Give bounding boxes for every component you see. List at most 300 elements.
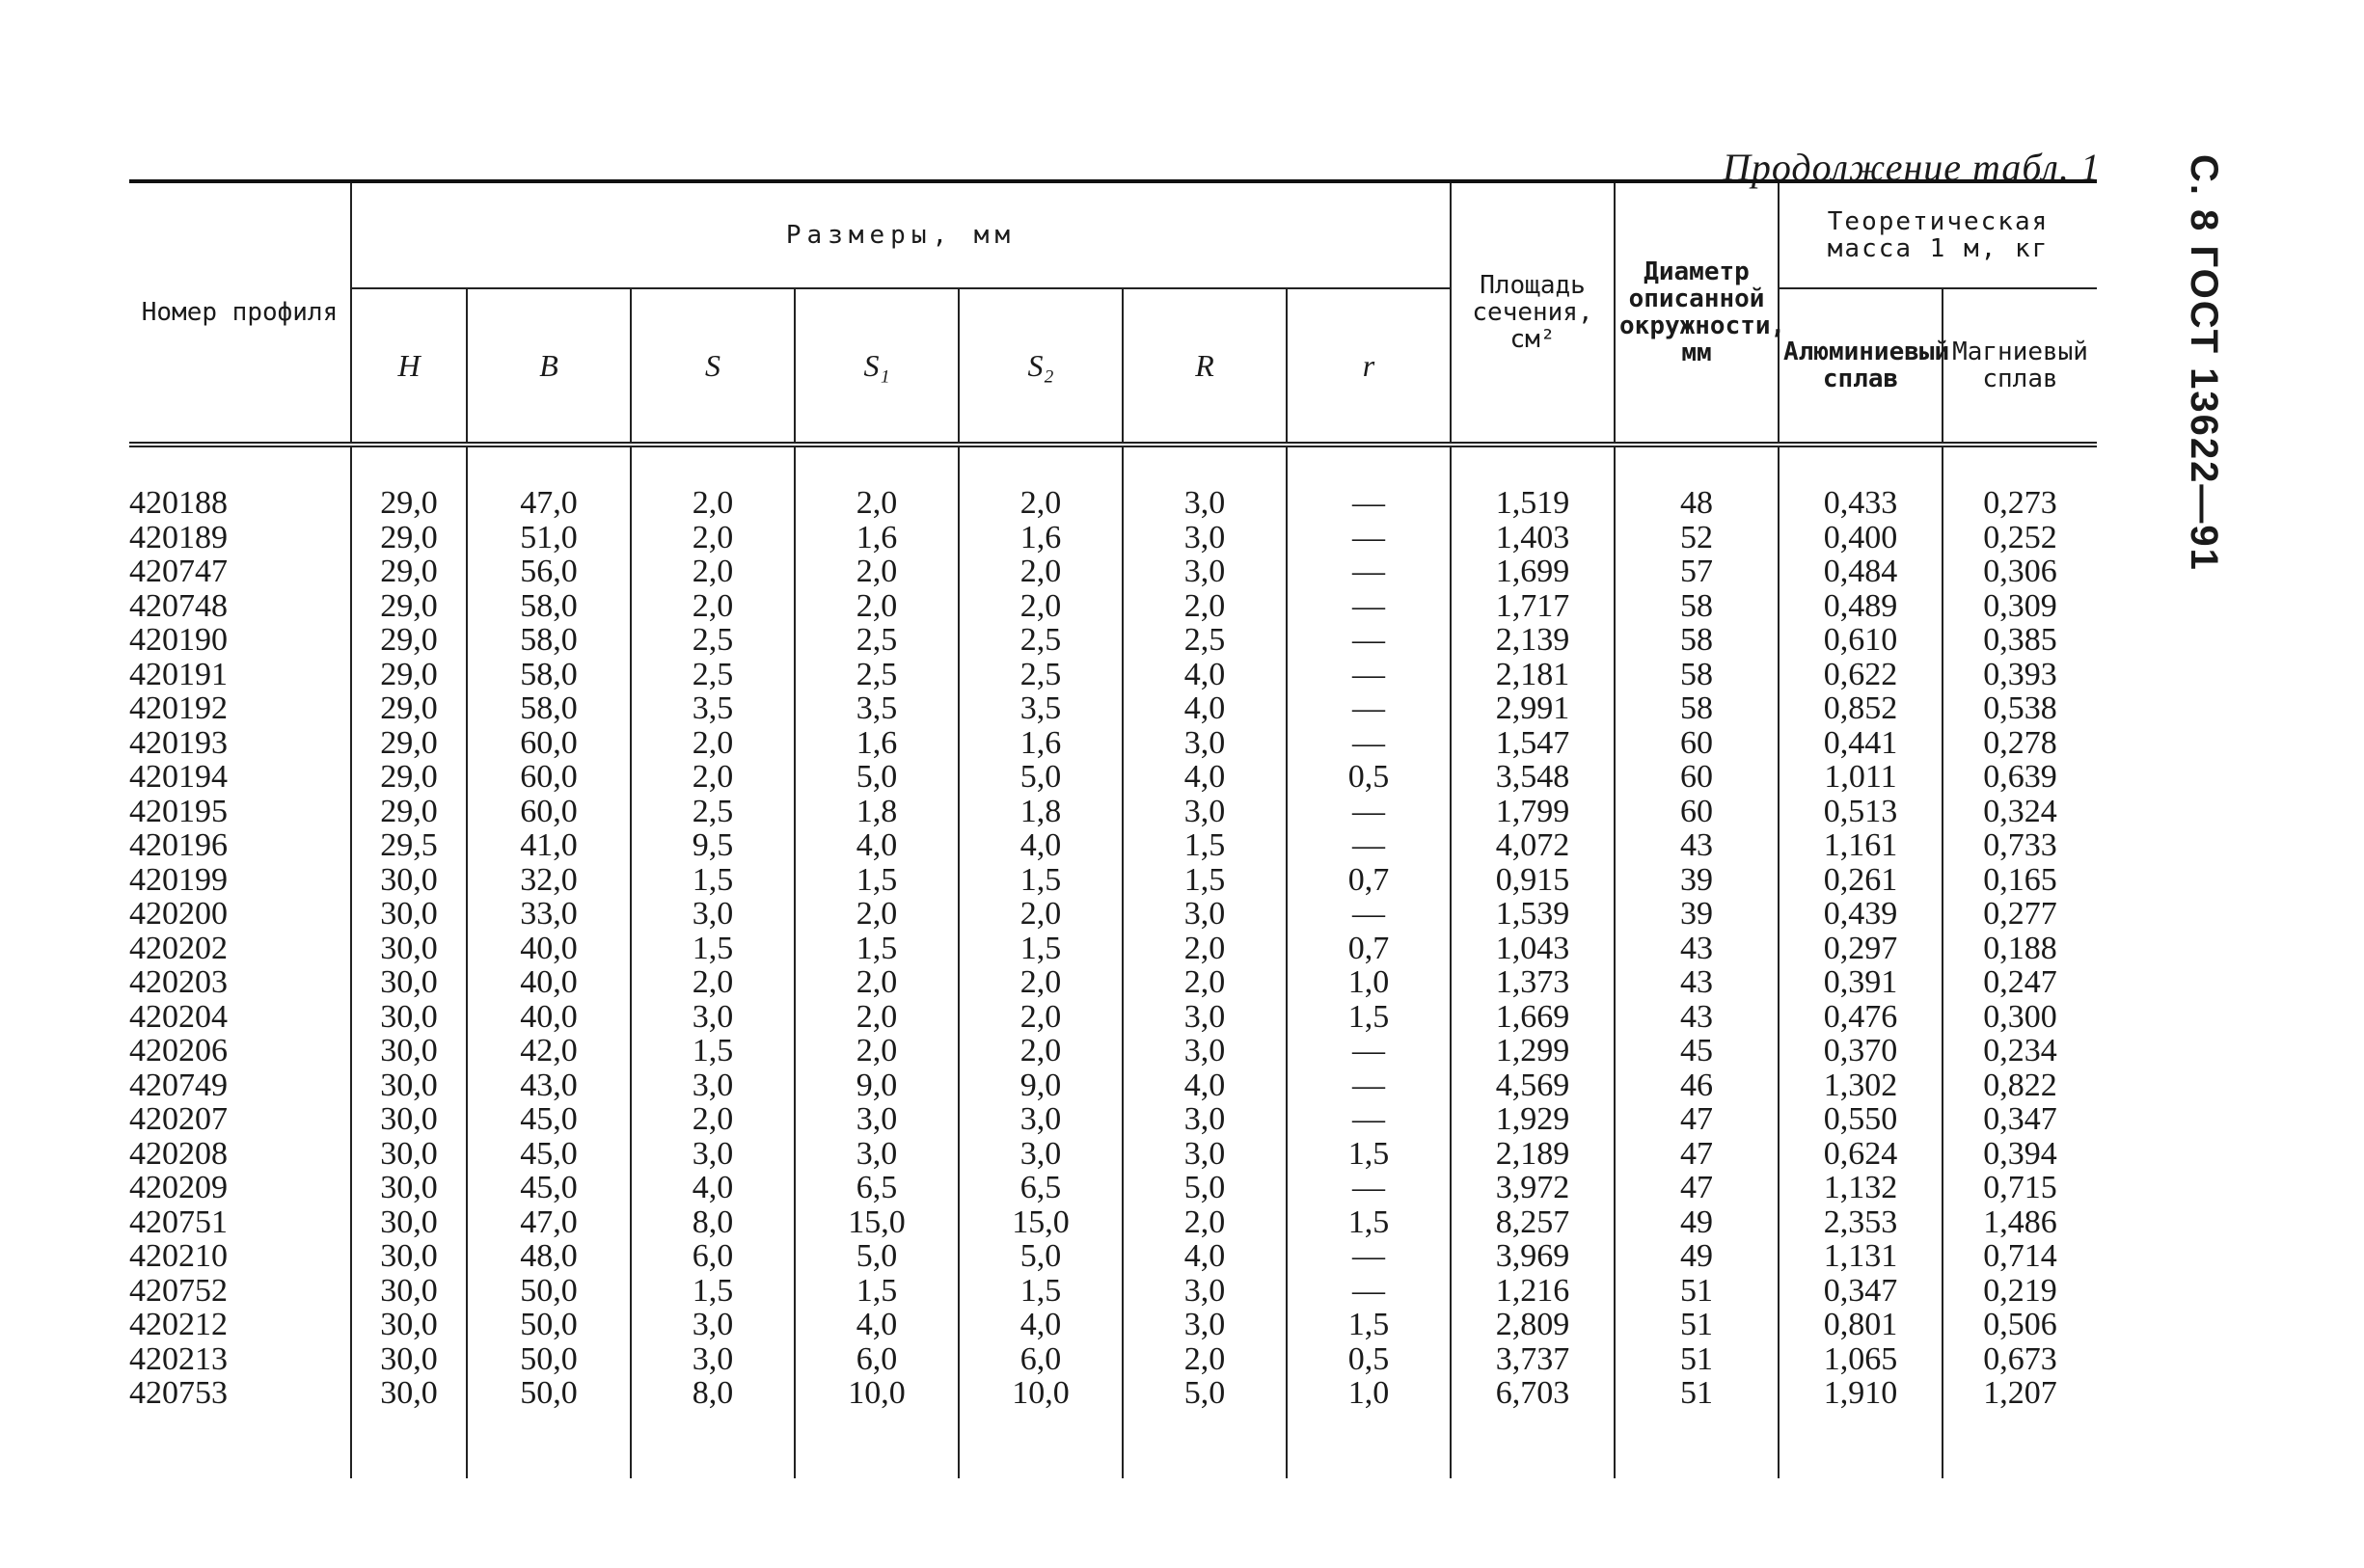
cell-area: 1,216 bbox=[1451, 1274, 1615, 1309]
cell-mass-aluminum: 1,131 bbox=[1779, 1239, 1943, 1274]
cell-area: 1,547 bbox=[1451, 726, 1615, 761]
cell-mass-magnesium: 0,347 bbox=[1943, 1102, 2097, 1137]
cell-dim-h: 30,0 bbox=[351, 1274, 467, 1309]
cell-dim-r-large: 4,0 bbox=[1123, 1068, 1287, 1103]
cell-dim-b: 50,0 bbox=[467, 1376, 631, 1411]
cell-dim-r-small: — bbox=[1287, 1068, 1451, 1103]
cell-dim-r-small: 0,5 bbox=[1287, 1342, 1451, 1377]
cell-mass-aluminum: 1,161 bbox=[1779, 828, 1943, 863]
cell-dim-s2: 3,0 bbox=[959, 1102, 1123, 1137]
cell-diameter: 43 bbox=[1615, 965, 1779, 1000]
cell-dim-s1: 5,0 bbox=[795, 760, 959, 795]
cell-mass-aluminum: 0,852 bbox=[1779, 691, 1943, 726]
cell-dim-h: 30,0 bbox=[351, 1239, 467, 1274]
standard-page-label: С. 8 ГОСТ 13622—91 bbox=[2183, 154, 2225, 572]
header-area: Площадь сечения, см² bbox=[1451, 181, 1615, 445]
cell-dim-b: 48,0 bbox=[467, 1239, 631, 1274]
table-row bbox=[129, 1205, 2097, 1240]
cell-dim-s1: 10,0 bbox=[795, 1376, 959, 1411]
header-dim-s2: S₂ bbox=[959, 288, 1123, 445]
cell-profile-number: 420193 bbox=[129, 724, 228, 761]
cell-dim-r-large: 2,0 bbox=[1123, 589, 1287, 624]
cell-dim-s: 2,0 bbox=[631, 726, 795, 761]
cell-mass-aluminum: 0,370 bbox=[1779, 1034, 1943, 1068]
empty-cell bbox=[959, 1411, 1123, 1478]
cell-dim-s2: 2,0 bbox=[959, 445, 1123, 521]
cell-dim-s2: 15,0 bbox=[959, 1205, 1123, 1240]
cell-profile-number: 420194 bbox=[129, 759, 228, 795]
cell-dim-h: 29,0 bbox=[351, 623, 467, 658]
cell-area: 3,972 bbox=[1451, 1171, 1615, 1205]
cell-dim-r-small: — bbox=[1287, 521, 1451, 555]
cell-dim-s: 1,5 bbox=[631, 1034, 795, 1068]
profiles-table bbox=[129, 179, 2097, 1478]
cell-dim-s: 3,5 bbox=[631, 691, 795, 726]
cell-dim-r-large: 3,0 bbox=[1123, 1034, 1287, 1068]
cell-dim-s1: 1,8 bbox=[795, 795, 959, 829]
cell-mass-magnesium: 0,506 bbox=[1943, 1308, 2097, 1342]
cell-diameter: 43 bbox=[1615, 1000, 1779, 1035]
cell-area: 3,737 bbox=[1451, 1342, 1615, 1377]
header-dim-s: S bbox=[631, 288, 795, 445]
cell-dim-r-large: 3,0 bbox=[1123, 726, 1287, 761]
cell-dim-h: 30,0 bbox=[351, 965, 467, 1000]
cell-diameter: 51 bbox=[1615, 1274, 1779, 1309]
table-bottom-spacer bbox=[129, 1411, 2097, 1478]
cell-dim-s2: 1,6 bbox=[959, 726, 1123, 761]
cell-dim-r-large: 3,0 bbox=[1123, 1308, 1287, 1342]
cell-area: 3,548 bbox=[1451, 760, 1615, 795]
cell-area: 1,799 bbox=[1451, 795, 1615, 829]
cell-dim-s: 2,0 bbox=[631, 521, 795, 555]
cell-area: 4,569 bbox=[1451, 1068, 1615, 1103]
cell-profile-number: 420190 bbox=[129, 622, 228, 658]
cell-dim-s2: 2,0 bbox=[959, 1034, 1123, 1068]
table-row bbox=[129, 623, 2097, 658]
cell-area: 2,991 bbox=[1451, 691, 1615, 726]
cell-dim-b: 45,0 bbox=[467, 1171, 631, 1205]
cell-dim-b: 45,0 bbox=[467, 1137, 631, 1172]
cell-dim-r-small: 1,5 bbox=[1287, 1205, 1451, 1240]
table-row bbox=[129, 554, 2097, 589]
header-dim-s1: S₁ bbox=[795, 288, 959, 445]
cell-dim-h: 30,0 bbox=[351, 1102, 467, 1137]
cell-diameter: 52 bbox=[1615, 521, 1779, 555]
cell-dim-b: 40,0 bbox=[467, 932, 631, 966]
cell-dim-h: 30,0 bbox=[351, 1171, 467, 1205]
cell-dim-s1: 1,5 bbox=[795, 1274, 959, 1309]
cell-mass-aluminum: 0,801 bbox=[1779, 1308, 1943, 1342]
cell-mass-magnesium: 0,234 bbox=[1943, 1034, 2097, 1068]
cell-dim-h: 29,0 bbox=[351, 589, 467, 624]
cell-diameter: 47 bbox=[1615, 1137, 1779, 1172]
cell-mass-magnesium: 0,247 bbox=[1943, 965, 2097, 1000]
cell-diameter: 46 bbox=[1615, 1068, 1779, 1103]
cell-dim-s2: 2,0 bbox=[959, 897, 1123, 932]
header-magnesium: Магниевый сплав bbox=[1943, 288, 2097, 445]
cell-mass-magnesium: 0,300 bbox=[1943, 1000, 2097, 1035]
cell-dim-r-small: 0,7 bbox=[1287, 932, 1451, 966]
cell-dim-s1: 1,5 bbox=[795, 932, 959, 966]
cell-dim-r-large: 4,0 bbox=[1123, 658, 1287, 692]
cell-dim-b: 41,0 bbox=[467, 828, 631, 863]
cell-dim-b: 45,0 bbox=[467, 1102, 631, 1137]
cell-area: 1,373 bbox=[1451, 965, 1615, 1000]
cell-dim-s1: 4,0 bbox=[795, 828, 959, 863]
cell-dim-s: 3,0 bbox=[631, 1342, 795, 1377]
cell-dim-s2: 4,0 bbox=[959, 1308, 1123, 1342]
cell-dim-r-small: — bbox=[1287, 445, 1451, 521]
cell-dim-r-large: 3,0 bbox=[1123, 554, 1287, 589]
cell-dim-h: 30,0 bbox=[351, 932, 467, 966]
cell-dim-r-large: 3,0 bbox=[1123, 445, 1287, 521]
cell-dim-s: 8,0 bbox=[631, 1205, 795, 1240]
cell-dim-b: 40,0 bbox=[467, 965, 631, 1000]
cell-dim-r-small: — bbox=[1287, 726, 1451, 761]
empty-cell bbox=[467, 1411, 631, 1478]
cell-mass-aluminum: 2,353 bbox=[1779, 1205, 1943, 1240]
cell-profile-number: 420200 bbox=[129, 896, 228, 932]
header-dim-h: H bbox=[351, 288, 467, 445]
cell-mass-aluminum: 0,347 bbox=[1779, 1274, 1943, 1309]
cell-dim-s: 1,5 bbox=[631, 932, 795, 966]
table-body bbox=[129, 445, 2097, 1478]
cell-dim-b: 32,0 bbox=[467, 863, 631, 898]
cell-mass-magnesium: 0,394 bbox=[1943, 1137, 2097, 1172]
cell-area: 2,809 bbox=[1451, 1308, 1615, 1342]
cell-dim-r-large: 3,0 bbox=[1123, 795, 1287, 829]
cell-dim-s2: 3,5 bbox=[959, 691, 1123, 726]
cell-area: 1,699 bbox=[1451, 554, 1615, 589]
cell-dim-r-large: 4,0 bbox=[1123, 691, 1287, 726]
cell-dim-r-large: 2,5 bbox=[1123, 623, 1287, 658]
cell-profile-number: 420753 bbox=[129, 1375, 228, 1411]
cell-dim-b: 58,0 bbox=[467, 658, 631, 692]
cell-dim-s: 2,0 bbox=[631, 1102, 795, 1137]
cell-profile-number: 420209 bbox=[129, 1170, 228, 1205]
cell-dim-r-large: 2,0 bbox=[1123, 1205, 1287, 1240]
cell-dim-s1: 2,0 bbox=[795, 1000, 959, 1035]
cell-mass-magnesium: 0,309 bbox=[1943, 589, 2097, 624]
cell-dim-b: 60,0 bbox=[467, 726, 631, 761]
cell-mass-magnesium: 0,733 bbox=[1943, 828, 2097, 863]
table-row bbox=[129, 795, 2097, 829]
cell-dim-s1: 2,0 bbox=[795, 965, 959, 1000]
cell-dim-s1: 6,0 bbox=[795, 1342, 959, 1377]
cell-diameter: 58 bbox=[1615, 623, 1779, 658]
cell-dim-r-small: — bbox=[1287, 623, 1451, 658]
cell-mass-aluminum: 0,624 bbox=[1779, 1137, 1943, 1172]
cell-dim-s2: 5,0 bbox=[959, 1239, 1123, 1274]
table-row bbox=[129, 691, 2097, 726]
cell-area: 2,139 bbox=[1451, 623, 1615, 658]
cell-mass-aluminum: 0,489 bbox=[1779, 589, 1943, 624]
cell-mass-magnesium: 0,538 bbox=[1943, 691, 2097, 726]
cell-dim-h: 29,0 bbox=[351, 691, 467, 726]
cell-mass-aluminum: 1,132 bbox=[1779, 1171, 1943, 1205]
cell-dim-s1: 5,0 bbox=[795, 1239, 959, 1274]
cell-dim-s1: 2,0 bbox=[795, 897, 959, 932]
table-row bbox=[129, 1068, 2097, 1103]
cell-dim-r-small: — bbox=[1287, 1102, 1451, 1137]
cell-mass-aluminum: 0,400 bbox=[1779, 521, 1943, 555]
cell-dim-h: 29,0 bbox=[351, 521, 467, 555]
cell-dim-s2: 6,0 bbox=[959, 1342, 1123, 1377]
cell-diameter: 39 bbox=[1615, 897, 1779, 932]
table-row bbox=[129, 1308, 2097, 1342]
cell-mass-aluminum: 0,484 bbox=[1779, 554, 1943, 589]
cell-diameter: 49 bbox=[1615, 1205, 1779, 1240]
cell-dim-r-small: 1,0 bbox=[1287, 1376, 1451, 1411]
table-row bbox=[129, 1137, 2097, 1172]
cell-area: 6,703 bbox=[1451, 1376, 1615, 1411]
table-row bbox=[129, 760, 2097, 795]
cell-area: 2,189 bbox=[1451, 1137, 1615, 1172]
cell-profile-number: 420191 bbox=[129, 656, 228, 692]
cell-diameter: 57 bbox=[1615, 554, 1779, 589]
cell-dim-h: 30,0 bbox=[351, 863, 467, 898]
cell-dim-r-small: 0,7 bbox=[1287, 863, 1451, 898]
header-dim-b: B bbox=[467, 288, 631, 445]
cell-dim-h: 30,0 bbox=[351, 1308, 467, 1342]
cell-dim-s2: 1,5 bbox=[959, 863, 1123, 898]
cell-diameter: 60 bbox=[1615, 760, 1779, 795]
cell-dim-s: 2,0 bbox=[631, 589, 795, 624]
cell-dim-h: 30,0 bbox=[351, 1376, 467, 1411]
cell-area: 1,717 bbox=[1451, 589, 1615, 624]
cell-dim-h: 29,0 bbox=[351, 795, 467, 829]
cell-mass-magnesium: 1,207 bbox=[1943, 1376, 2097, 1411]
cell-dim-s1: 1,6 bbox=[795, 726, 959, 761]
cell-diameter: 51 bbox=[1615, 1308, 1779, 1342]
table-row bbox=[129, 1034, 2097, 1068]
cell-dim-h: 29,0 bbox=[351, 658, 467, 692]
cell-dim-r-small: 1,5 bbox=[1287, 1000, 1451, 1035]
cell-diameter: 60 bbox=[1615, 726, 1779, 761]
cell-mass-aluminum: 0,391 bbox=[1779, 965, 1943, 1000]
cell-dim-s2: 5,0 bbox=[959, 760, 1123, 795]
cell-dim-r-large: 3,0 bbox=[1123, 897, 1287, 932]
cell-dim-r-small: — bbox=[1287, 795, 1451, 829]
cell-dim-s1: 3,0 bbox=[795, 1102, 959, 1137]
cell-profile-number: 420202 bbox=[129, 930, 228, 966]
cell-dim-r-small: 1,5 bbox=[1287, 1137, 1451, 1172]
cell-dim-s1: 2,0 bbox=[795, 445, 959, 521]
cell-mass-aluminum: 0,550 bbox=[1779, 1102, 1943, 1137]
cell-dim-b: 47,0 bbox=[467, 445, 631, 521]
empty-cell bbox=[1287, 1411, 1451, 1478]
cell-dim-b: 58,0 bbox=[467, 623, 631, 658]
empty-cell bbox=[351, 1411, 467, 1478]
cell-dim-s: 2,0 bbox=[631, 445, 795, 521]
cell-area: 1,539 bbox=[1451, 897, 1615, 932]
cell-profile-number: 420748 bbox=[129, 587, 228, 624]
table-row bbox=[129, 1102, 2097, 1137]
cell-mass-aluminum: 0,297 bbox=[1779, 932, 1943, 966]
table-row bbox=[129, 1274, 2097, 1309]
cell-mass-magnesium: 0,278 bbox=[1943, 726, 2097, 761]
cell-dim-r-large: 2,0 bbox=[1123, 1342, 1287, 1377]
cell-dim-s2: 9,0 bbox=[959, 1068, 1123, 1103]
cell-diameter: 43 bbox=[1615, 828, 1779, 863]
table-continuation-caption: Продолжение табл. 1 bbox=[1722, 146, 2101, 189]
cell-dim-h: 29,0 bbox=[351, 445, 467, 521]
cell-dim-s1: 2,5 bbox=[795, 623, 959, 658]
cell-diameter: 49 bbox=[1615, 1239, 1779, 1274]
cell-dim-r-small: — bbox=[1287, 897, 1451, 932]
cell-dim-s1: 2,5 bbox=[795, 658, 959, 692]
cell-area: 8,257 bbox=[1451, 1205, 1615, 1240]
cell-dim-r-large: 1,5 bbox=[1123, 863, 1287, 898]
cell-dim-h: 29,0 bbox=[351, 726, 467, 761]
cell-dim-s: 3,0 bbox=[631, 1308, 795, 1342]
cell-dim-r-large: 5,0 bbox=[1123, 1376, 1287, 1411]
cell-mass-magnesium: 0,393 bbox=[1943, 658, 2097, 692]
cell-dim-s1: 15,0 bbox=[795, 1205, 959, 1240]
cell-dim-b: 58,0 bbox=[467, 589, 631, 624]
table-row bbox=[129, 1239, 2097, 1274]
cell-dim-s2: 2,0 bbox=[959, 965, 1123, 1000]
cell-diameter: 58 bbox=[1615, 658, 1779, 692]
cell-dim-r-small: — bbox=[1287, 828, 1451, 863]
cell-dim-r-large: 2,0 bbox=[1123, 932, 1287, 966]
cell-dim-r-large: 5,0 bbox=[1123, 1171, 1287, 1205]
cell-area: 2,181 bbox=[1451, 658, 1615, 692]
cell-dim-s: 2,5 bbox=[631, 623, 795, 658]
cell-dim-s2: 1,5 bbox=[959, 1274, 1123, 1309]
cell-diameter: 51 bbox=[1615, 1342, 1779, 1377]
cell-mass-aluminum: 1,302 bbox=[1779, 1068, 1943, 1103]
cell-dim-h: 29,0 bbox=[351, 554, 467, 589]
cell-diameter: 47 bbox=[1615, 1102, 1779, 1137]
cell-dim-s2: 6,5 bbox=[959, 1171, 1123, 1205]
cell-dim-s2: 2,5 bbox=[959, 623, 1123, 658]
cell-dim-s: 9,5 bbox=[631, 828, 795, 863]
header-aluminum: Алюминиевый сплав bbox=[1779, 288, 1943, 445]
cell-profile-number: 420210 bbox=[129, 1238, 228, 1274]
cell-dim-s: 8,0 bbox=[631, 1376, 795, 1411]
cell-dim-s: 4,0 bbox=[631, 1171, 795, 1205]
cell-area: 1,043 bbox=[1451, 932, 1615, 966]
cell-dim-r-small: 0,5 bbox=[1287, 760, 1451, 795]
cell-dim-h: 30,0 bbox=[351, 1137, 467, 1172]
cell-dim-s: 3,0 bbox=[631, 1137, 795, 1172]
empty-cell bbox=[1123, 1411, 1287, 1478]
cell-dim-s2: 2,0 bbox=[959, 1000, 1123, 1035]
cell-dim-s2: 2,5 bbox=[959, 658, 1123, 692]
cell-mass-magnesium: 0,673 bbox=[1943, 1342, 2097, 1377]
table-row bbox=[129, 1376, 2097, 1411]
cell-dim-r-small: — bbox=[1287, 658, 1451, 692]
cell-dim-r-small: — bbox=[1287, 554, 1451, 589]
cell-dim-s: 1,5 bbox=[631, 1274, 795, 1309]
cell-dim-h: 30,0 bbox=[351, 1342, 467, 1377]
cell-profile-number: 420203 bbox=[129, 964, 228, 1000]
cell-dim-b: 40,0 bbox=[467, 1000, 631, 1035]
cell-dim-s2: 1,8 bbox=[959, 795, 1123, 829]
table-row bbox=[129, 658, 2097, 692]
cell-dim-s2: 2,0 bbox=[959, 554, 1123, 589]
cell-dim-s2: 1,5 bbox=[959, 932, 1123, 966]
header-diameter: Диаметр описанной окружности, мм bbox=[1615, 181, 1779, 445]
cell-profile-number: 420188 bbox=[129, 485, 228, 521]
cell-profile-number: 420752 bbox=[129, 1272, 228, 1309]
cell-diameter: 58 bbox=[1615, 589, 1779, 624]
cell-dim-h: 30,0 bbox=[351, 1034, 467, 1068]
cell-dim-s: 1,5 bbox=[631, 863, 795, 898]
cell-area: 4,072 bbox=[1451, 828, 1615, 863]
header-dimensions-group: Размеры, мм bbox=[351, 181, 1451, 288]
cell-mass-aluminum: 0,476 bbox=[1779, 1000, 1943, 1035]
cell-area: 1,403 bbox=[1451, 521, 1615, 555]
cell-dim-s: 2,5 bbox=[631, 658, 795, 692]
cell-dim-s1: 1,5 bbox=[795, 863, 959, 898]
table-row bbox=[129, 521, 2097, 555]
cell-dim-r-small: — bbox=[1287, 589, 1451, 624]
cell-mass-aluminum: 0,439 bbox=[1779, 897, 1943, 932]
cell-mass-aluminum: 1,011 bbox=[1779, 760, 1943, 795]
cell-profile-number: 420208 bbox=[129, 1135, 228, 1172]
cell-dim-s1: 2,0 bbox=[795, 554, 959, 589]
cell-profile-number: 420749 bbox=[129, 1067, 228, 1103]
table-row bbox=[129, 897, 2097, 932]
cell-dim-r-large: 4,0 bbox=[1123, 1239, 1287, 1274]
cell-profile-number: 420189 bbox=[129, 519, 228, 555]
cell-dim-s1: 2,0 bbox=[795, 1034, 959, 1068]
cell-diameter: 58 bbox=[1615, 691, 1779, 726]
cell-profile-number: 420206 bbox=[129, 1033, 228, 1068]
cell-dim-b: 50,0 bbox=[467, 1274, 631, 1309]
cell-mass-aluminum: 1,910 bbox=[1779, 1376, 1943, 1411]
cell-dim-b: 56,0 bbox=[467, 554, 631, 589]
cell-dim-h: 30,0 bbox=[351, 1000, 467, 1035]
table-row bbox=[129, 1342, 2097, 1377]
cell-dim-r-small: 1,0 bbox=[1287, 965, 1451, 1000]
cell-area: 1,669 bbox=[1451, 1000, 1615, 1035]
cell-mass-magnesium: 0,273 bbox=[1943, 445, 2097, 521]
cell-mass-aluminum: 0,261 bbox=[1779, 863, 1943, 898]
table-row bbox=[129, 828, 2097, 863]
cell-profile-number: 420199 bbox=[129, 861, 228, 898]
cell-dim-r-large: 3,0 bbox=[1123, 1000, 1287, 1035]
cell-dim-r-small: — bbox=[1287, 1239, 1451, 1274]
cell-profile-number: 420212 bbox=[129, 1307, 228, 1342]
table-row bbox=[129, 1000, 2097, 1035]
cell-mass-aluminum: 0,622 bbox=[1779, 658, 1943, 692]
cell-dim-b: 43,0 bbox=[467, 1068, 631, 1103]
table-row bbox=[129, 863, 2097, 898]
cell-mass-magnesium: 0,219 bbox=[1943, 1274, 2097, 1309]
cell-dim-s2: 1,6 bbox=[959, 521, 1123, 555]
cell-mass-magnesium: 0,714 bbox=[1943, 1239, 2097, 1274]
cell-area: 3,969 bbox=[1451, 1239, 1615, 1274]
cell-diameter: 47 bbox=[1615, 1171, 1779, 1205]
cell-area: 1,929 bbox=[1451, 1102, 1615, 1137]
cell-dim-r-large: 3,0 bbox=[1123, 1137, 1287, 1172]
cell-mass-magnesium: 0,324 bbox=[1943, 795, 2097, 829]
cell-dim-h: 30,0 bbox=[351, 1205, 467, 1240]
cell-dim-h: 30,0 bbox=[351, 1068, 467, 1103]
header-mass-group: Теоретическая масса 1 м, кг bbox=[1779, 181, 2097, 288]
cell-dim-s: 2,5 bbox=[631, 795, 795, 829]
header-profile-number: Номер профиля bbox=[129, 181, 351, 445]
cell-profile-number: 420751 bbox=[129, 1203, 228, 1240]
cell-dim-h: 30,0 bbox=[351, 897, 467, 932]
cell-dim-b: 60,0 bbox=[467, 760, 631, 795]
cell-mass-aluminum: 0,441 bbox=[1779, 726, 1943, 761]
table-row bbox=[129, 445, 2097, 521]
cell-dim-s: 2,0 bbox=[631, 760, 795, 795]
